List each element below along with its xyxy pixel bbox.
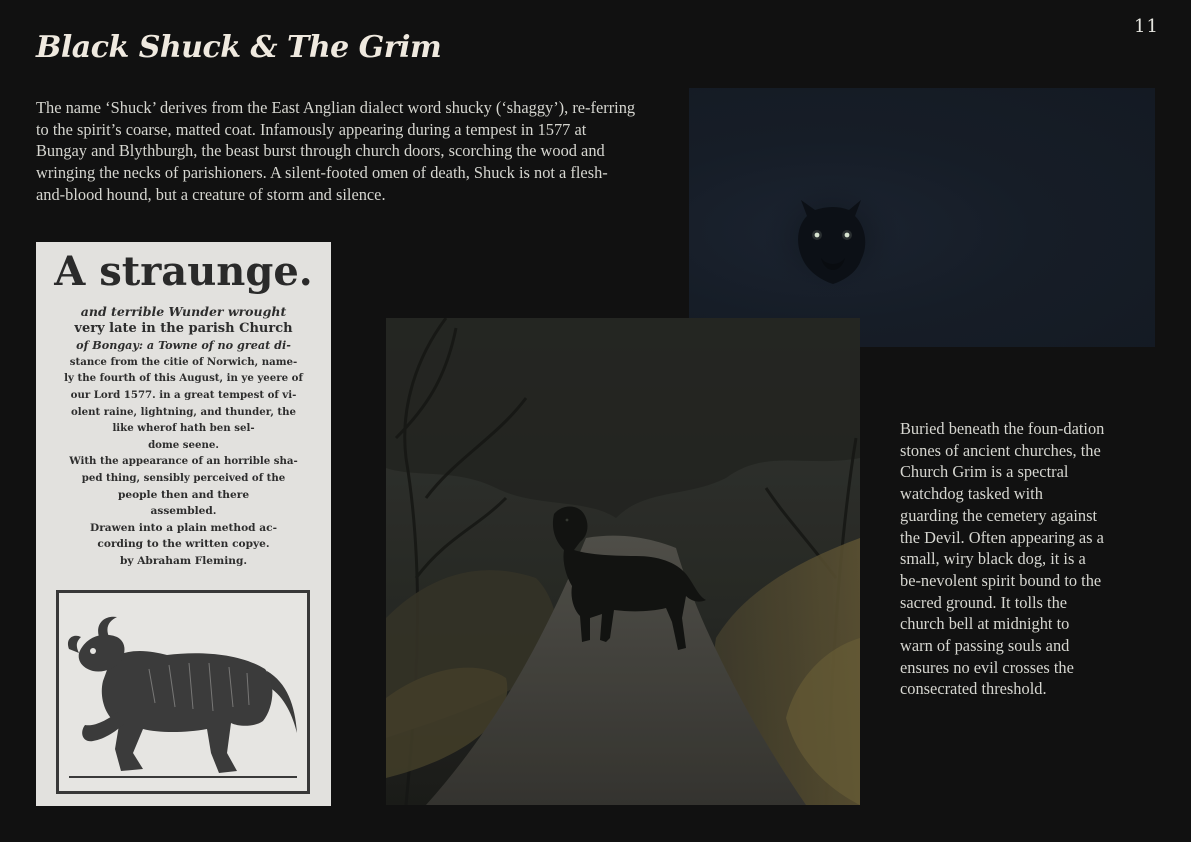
woodcut-line: stance from the citie of Norwich, name-: [69, 355, 298, 368]
black-wolf-icon: [689, 88, 1155, 347]
woodcut-line: Drawen into a plain method ac-: [90, 521, 277, 534]
woodcut-line: and terrible Wunder wrought: [80, 304, 287, 319]
woodcut-line: people then and there: [117, 488, 250, 501]
woodcut-line: like wherof hath ben sel-: [112, 422, 255, 435]
woodcut-dog-illustration: [56, 590, 310, 794]
forest-path-dog-icon: [386, 318, 860, 805]
page-number: 11: [1134, 16, 1159, 37]
woodcut-line: ped thing, sensibly perceived of the: [81, 471, 286, 484]
dog-on-path-photo: [386, 318, 860, 805]
woodcut-line: dome seene.: [148, 438, 219, 451]
woodcut-line: by Abraham Fleming.: [119, 554, 248, 567]
church-grim-paragraph: Buried beneath the foun-dation stones of ancient churches, the Church Grim is a spectral watchdog tasked with guarding the cemetery against the Devil. Often appearing as a small, wiry black dog, it is a be-nevolent spirit bound to the sacred ground. It tolls the church bell at midnight to warn of passing souls and ensures no evil crosses the consecrated threshold.: [900, 419, 1105, 699]
page-title: Black Shuck & The Grim: [36, 30, 442, 65]
woodcut-line: ly the fourth of this August, in ye yeere of: [64, 372, 303, 385]
woodcut-line: olent raine, lightning, and thunder, the: [70, 405, 297, 418]
woodcut-line: cording to the written copye.: [97, 538, 270, 551]
woodcut-pamphlet-image: [36, 242, 331, 806]
woodcut-line: very late in the parish Church: [74, 320, 293, 336]
woodcut-text: [46, 304, 321, 570]
intro-paragraph: The name ‘Shuck’ derives from the East Anglian dialect word shucky (‘shaggy’), re-ferring to the spirit’s coarse, matted coat. Infamously appearing during a tempest in 1577 at Bungay and Blythburgh, the beast burst through church doors, scorching the wood and wringing the necks of parishioners. A silent-footed omen of death, Shuck is not a flesh-and-blood hound, but a creature of storm and silence.: [36, 98, 636, 204]
wolf-photo: [689, 88, 1155, 347]
woodcut-line: assembled.: [150, 505, 217, 518]
woodcut-dog-icon: [59, 593, 307, 791]
woodcut-line: With the appearance of an horrible sha-: [69, 455, 298, 468]
woodcut-line: of Bongay: a Towne of no great di-: [76, 338, 291, 353]
woodcut-heading: A straunge.: [54, 248, 313, 295]
woodcut-line: our Lord 1577. in a great tempest of vi-: [70, 388, 297, 401]
